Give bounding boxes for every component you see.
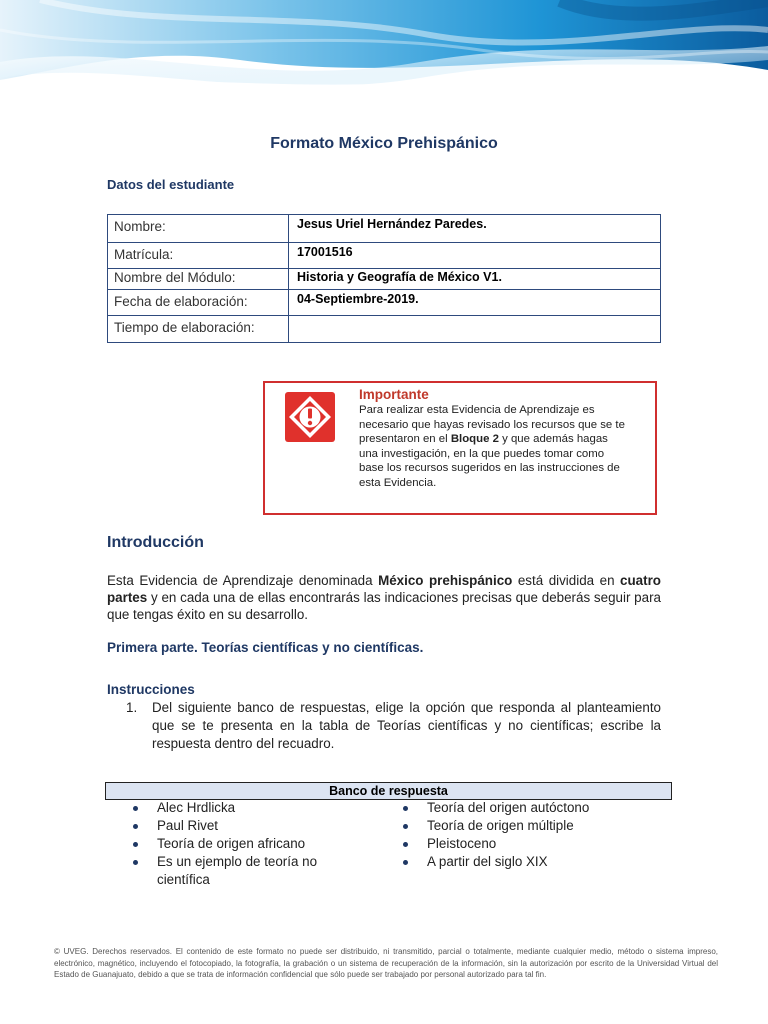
list-item xyxy=(130,853,330,889)
important-text-part: Para realizar esta Evidencia de Aprendizaje es necesario que hayas revisado los recursos que se te presentaron en el xyxy=(359,404,625,445)
list-item xyxy=(400,835,640,853)
intro-text: Esta Evidencia de Aprendizaje denominada xyxy=(107,573,379,588)
answer-bank-left-list xyxy=(130,799,360,889)
field-value: Jesus Uriel Hernández Paredes. xyxy=(289,215,661,243)
table-row xyxy=(108,269,661,290)
bullet-icon xyxy=(403,824,408,829)
table-row xyxy=(108,290,661,316)
copyright-footer: © UVEG. Derechos reservados. El contenido de este formato no puede ser distribuido, ni transmitido, parcial o totalmente, mediante cualquier medio, método o sistema impreso, electrónico, magnético, incluyendo el fotocopiado, la fotografía, la grabación o un sistema de recuperación de la información, sin la autorización por escrito de la Universidad Virtual del Estado de Guanajuato, debido a que se trata de información confidencial que sólo puede ser trabajado por personal autorizado para tal fin. xyxy=(54,947,718,979)
important-text-bold: Bloque 2 xyxy=(450,433,499,445)
introduction-heading: Introducción xyxy=(107,534,204,551)
bullet-icon xyxy=(403,860,408,865)
list-item xyxy=(130,817,360,835)
list-item xyxy=(130,799,360,817)
field-label: Nombre del Módulo: xyxy=(108,269,289,290)
answer-bank-header: Banco de respuesta xyxy=(105,782,672,800)
list-item xyxy=(130,835,360,853)
bullet-icon xyxy=(403,806,408,811)
instruction-item xyxy=(126,699,661,753)
answer-option: Pleistoceno xyxy=(427,836,497,851)
answer-option: Teoría del origen autóctono xyxy=(427,800,590,815)
answer-option: Alec Hrdlicka xyxy=(157,800,236,815)
field-label: Tiempo de elaboración: xyxy=(108,316,289,343)
bullet-icon xyxy=(133,842,138,847)
bullet-icon xyxy=(133,806,138,811)
instruction-number: 1. xyxy=(126,700,138,715)
part-one-heading: Primera parte. Teorías científicas y no científicas. xyxy=(107,640,424,655)
answer-option: Teoría de origen africano xyxy=(157,836,306,851)
warning-diamond-icon xyxy=(285,392,335,442)
intro-bold: cuatro partes xyxy=(107,573,661,605)
bullet-icon xyxy=(133,860,138,865)
important-notice xyxy=(263,381,657,515)
instruction-text: Del siguiente banco de respuestas, elige la opción que responda al planteamiento que se te presenta en la tabla de Teorías científicas y no científicas; escribe la respuesta dentro del recuadro. xyxy=(152,700,661,751)
instructions-heading: Instrucciones xyxy=(107,682,195,697)
list-item xyxy=(400,853,640,871)
field-label: Fecha de elaboración: xyxy=(108,290,289,316)
important-title: Importante xyxy=(359,387,429,402)
answer-option: Es un ejemplo de teoría no científica xyxy=(157,854,318,887)
intro-text: está dividida en xyxy=(512,573,621,588)
important-text-part: y que además hagas una investigación, en la que puedes tomar como base los recursos sugeridos en las instrucciones de esta Evidencia. xyxy=(359,433,620,489)
introduction-paragraph xyxy=(107,572,661,623)
answer-bank-right-list xyxy=(400,799,640,871)
intro-bold: México prehispánico xyxy=(378,573,513,588)
field-value: Historia y Geografía de México V1. xyxy=(289,269,661,290)
list-item xyxy=(400,817,640,835)
student-data-heading: Datos del estudiante xyxy=(107,177,235,192)
document-title: Formato México Prehispánico xyxy=(270,135,498,152)
table-row xyxy=(108,215,661,243)
table-row xyxy=(108,243,661,269)
field-label: Matrícula: xyxy=(108,243,289,269)
list-item xyxy=(400,799,640,817)
bullet-icon xyxy=(403,842,408,847)
answer-option: Teoría de origen múltiple xyxy=(427,818,574,833)
student-data-table xyxy=(107,214,661,343)
bullet-icon xyxy=(133,824,138,829)
important-text xyxy=(359,403,629,490)
field-value xyxy=(289,316,661,343)
field-value: 17001516 xyxy=(289,243,661,269)
answer-option: Paul Rivet xyxy=(157,818,219,833)
field-value: 04-Septiembre-2019. xyxy=(289,290,661,316)
banner-waves-graphic xyxy=(0,0,768,96)
field-label: Nombre: xyxy=(108,215,289,243)
table-row xyxy=(108,316,661,343)
header-banner xyxy=(0,0,768,96)
intro-text: y en cada una de ellas encontrarás las indicaciones precisas que deberás seguir para que tengas éxito en su desarrollo. xyxy=(107,590,661,622)
answer-option: A partir del siglo XIX xyxy=(427,854,548,869)
